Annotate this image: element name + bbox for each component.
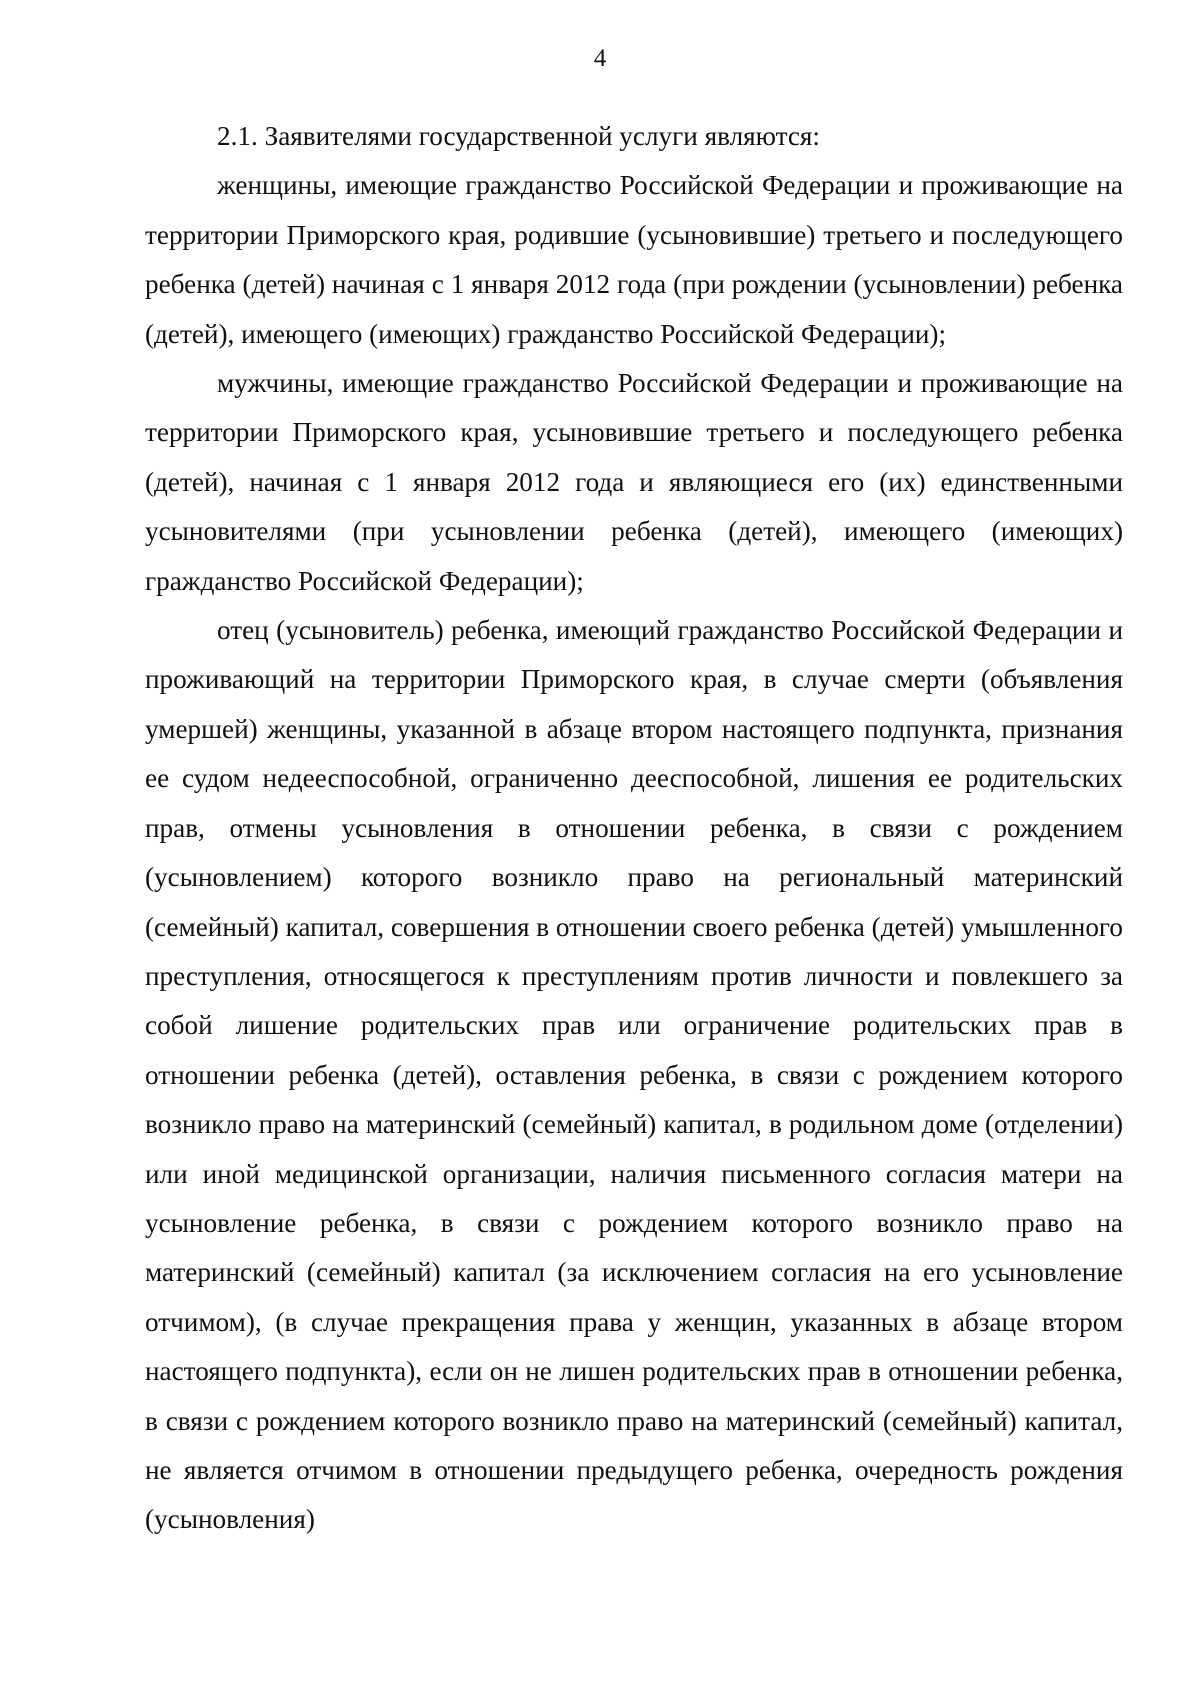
page-number: 4 (593, 45, 607, 72)
paragraph-father: отец (усыновитель) ребенка, имеющий гражданство Российской Федерации и проживающий на территории Приморского края, в случае смерти (объявления умершей) женщины, указанной в абзаце втором настоящего подпункта, признания ее судом недееспособной, ограниченно дееспособной, лишения ее родительских прав, отмены усыновления в отношении ребенка, в связи с рождением (усыновлением) которого возникло право на региональный материнский (семейный) капитал, совершения в отношении своего ребенка (детей) умышленного преступления, относящегося к преступлениям против личности и повлекшего за собой лишение родительских прав или ограничение родительских прав в отношении ребенка (детей), оставления ребенка, в связи с рождением которого возникло право на материнский (семейный) капитал, в родильном доме (отделении) или иной медицинской организации, наличия письменного согласия матери на усыновление ребенка, в связи с рождением которого возникло право на материнский (семейный) капитал (за исключением согласия на его усыновление отчимом), (в случае прекращения права у женщин, указанных в абзаце втором настоящего подпункта), если он не лишен родительских прав в отношении ребенка, в связи с рождением которого возникло право на материнский (семейный) капитал, не является отчимом в отношении предыдущего ребенка, очередность рождения (усыновления) (145, 615, 1123, 1535)
document-body (145, 112, 1123, 1545)
paragraph-women: женщины, имеющие гражданство Российской Федерации и проживающие на территории Приморского края, родившие (усыновившие) третьего и последующего ребенка (детей) начиная с 1 января 2012 года (при рождении (усыновлении) ребенка (детей), имеющего (имеющих) гражданство Российской Федерации); (145, 170, 1123, 349)
paragraph-applicants-heading: 2.1. Заявителями государственной услуги являются: (217, 121, 820, 151)
paragraph-men: мужчины, имеющие гражданство Российской Федерации и проживающие на территории Приморского края, усыновившие третьего и последующего ребенка (детей), начиная с 1 января 2012 года и являющиеся его (их) единственными усыновителями (при усыновлении ребенка (детей), имеющего (имеющих) гражданство Российской Федерации); (145, 368, 1123, 596)
